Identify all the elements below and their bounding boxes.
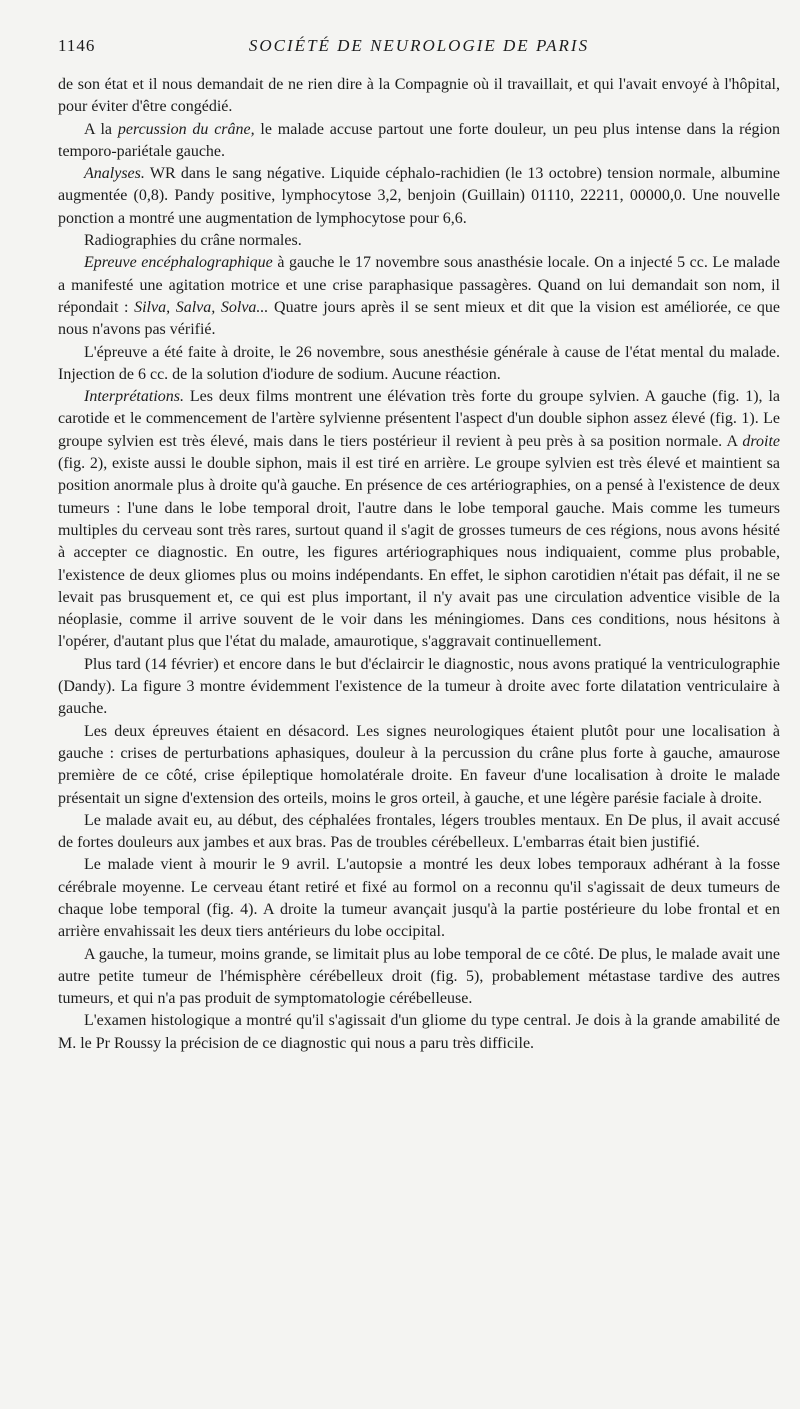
paragraph-7: Interprétations. Les deux films montrent une élévation très forte du groupe sylvien. A gauche (fig. 1), la carotide et le commencement de l'artère sylvienne présentent l'aspect d'un double siphon assez élevé (fig. 1). Le groupe sylvien est très élevé, mais dans le tiers postérieur il revient à peu près à sa position normale. A droite (fig. 2), existe aussi le double siphon, mais il est tiré en arrière. Le groupe sylvien est très élevé et maintient sa position anormale plus à droite qu'à gauche. En présence de ces artériographies, on a pensé à l'existence de deux tumeurs : l'une dans le lobe temporal droit, l'autre dans le lobe temporal gauche. Mais comme les tumeurs multiples du cerveau sont très rares, surtout quand il s'agit de grosses tumeurs de ces régions, nous avons hésité à accepter ce diagnostic. En outre, les figures artériographiques nous indiquaient, comme plus probable, l'existence de deux gliomes plus ou moins indépendants. En effet, le siphon carotidien n'était pas défait, il ne se levait pas brusquement et, ce qui est plus important, il n'y avait pas une circulation adventice visible de la néoplasie, comme il arrive souvent de le voir dans les méningiomes. Dans ces conditions, nous hésitons à l'opérer, d'autant plus que l'état du malade, amaurotique, s'aggravait continuellement. (58, 388, 780, 651)
paragraph-4: Radiographies du crâne normales. (84, 232, 302, 250)
paragraph-11: Le malade vient à mourir le 9 avril. L'autopsie a montré les deux lobes temporaux adhérant à la fosse cérébrale moyenne. Le cerveau étant retiré et fixé au formol on a reconnu qu'il s'agissait de deux tumeurs de chaque lobe temporal (fig. 4). A droite la tumeur avançait jusqu'à la partie postérieure du lobe frontal et en arrière envahissait les deux tiers antérieurs du lobe occipital. (58, 856, 780, 941)
paragraph-5: Epreuve encéphalographique à gauche le 17 novembre sous anasthésie locale. On a injecté 5 cc. Le malade a manifesté une agitation motrice et une crise paraphasique passagères. Quand on lui demandait son nom, il répondait : Silva, Salva, Solva... Quatre jours après il se sent mieux et dit que la vision est améliorée, ce que nous n'avons pas vérifié. (58, 254, 781, 339)
paragraph-12: A gauche, la tumeur, moins grande, se limitait plus au lobe temporal de ce côté. De plus, le malade avait une autre petite tumeur de l'hémisphère cérébelleux droit (fig. 5), probablement métastase tardive des autres tumeurs, et qui n'a pas produit de symptomatologie cérébelleuse. (58, 945, 780, 1008)
article-body (58, 74, 780, 1055)
paragraph-2: A la percussion du crâne, le malade accuse partout une forte douleur, un peu plus intense dans la région temporo-pariétale gauche. (58, 120, 781, 160)
paragraph-lead: Analyses. (84, 165, 145, 183)
paragraph-8: Plus tard (14 février) et encore dans le but d'éclaircir le diagnostic, nous avons pratiqué la ventriculographie (Dandy). La figure 3 montre évidemment l'existence de la tumeur à droite avec forte dilatation ventriculaire à gauche. (58, 655, 780, 718)
paragraph-lead: percussion du crâne, (117, 120, 255, 138)
page-header (58, 36, 780, 64)
running-title: SOCIÉTÉ DE NEUROLOGIE DE PARIS (248, 36, 590, 55)
paragraph-3: Analyses. WR dans le sang négative. Liquide céphalo-rachidien (le 13 octobre) tension normale, albumine augmentée (0,8). Pandy positive, lymphocytose 3,2, benjoin (Guillain) 01110, 22211, 00000,0. Une nouvelle ponction a montré une augmentation de lymphocytose pour 6,6. (58, 165, 780, 227)
paragraph-1: de son état et il nous demandait de ne rien dire à la Compagnie où il travaillait, et qui l'avait envoyé à l'hôpital, pour éviter d'être congédié. (58, 76, 780, 116)
document-page (58, 36, 780, 1055)
paragraph-lead: Epreuve encéphalographique (84, 254, 273, 272)
paragraph-lead: Interprétations. (84, 388, 184, 406)
paragraph-6: L'épreuve a été faite à droite, le 26 novembre, sous anesthésie générale à cause de l'état mental du malade. Injection de 6 cc. de la solution d'iodure de sodium. Aucune réaction. (58, 343, 780, 383)
paragraph-13: L'examen histologique a montré qu'il s'agissait d'un gliome du type central. Je dois à la grande amabilité de M. le Pr Roussy la précision de ce diagnostic qui nous a paru très difficile. (58, 1012, 780, 1052)
paragraph-10: Le malade avait eu, au début, des céphalées frontales, légers troubles mentaux. En De plus, il avait accusé de fortes douleurs aux jambes et aux bras. Pas de troubles cérébelleux. L'embarras était bien justifié. (58, 811, 780, 852)
page-number: 1146 (58, 36, 96, 55)
paragraph-9: Les deux épreuves étaient en désacord. Les signes neurologiques étaient plutôt pour une localisation à gauche : crises de perturbations aphasiques, douleur à la percussion du crâne plus forte à gauche, amaurose première de ce côté, crise épileptique homolatérale droite. En faveur d'une localisation à droite le malade présentait un signe d'extension des orteils, moins le gros orteil, à gauche, et une légère parésie faciale à droite. (58, 722, 780, 807)
